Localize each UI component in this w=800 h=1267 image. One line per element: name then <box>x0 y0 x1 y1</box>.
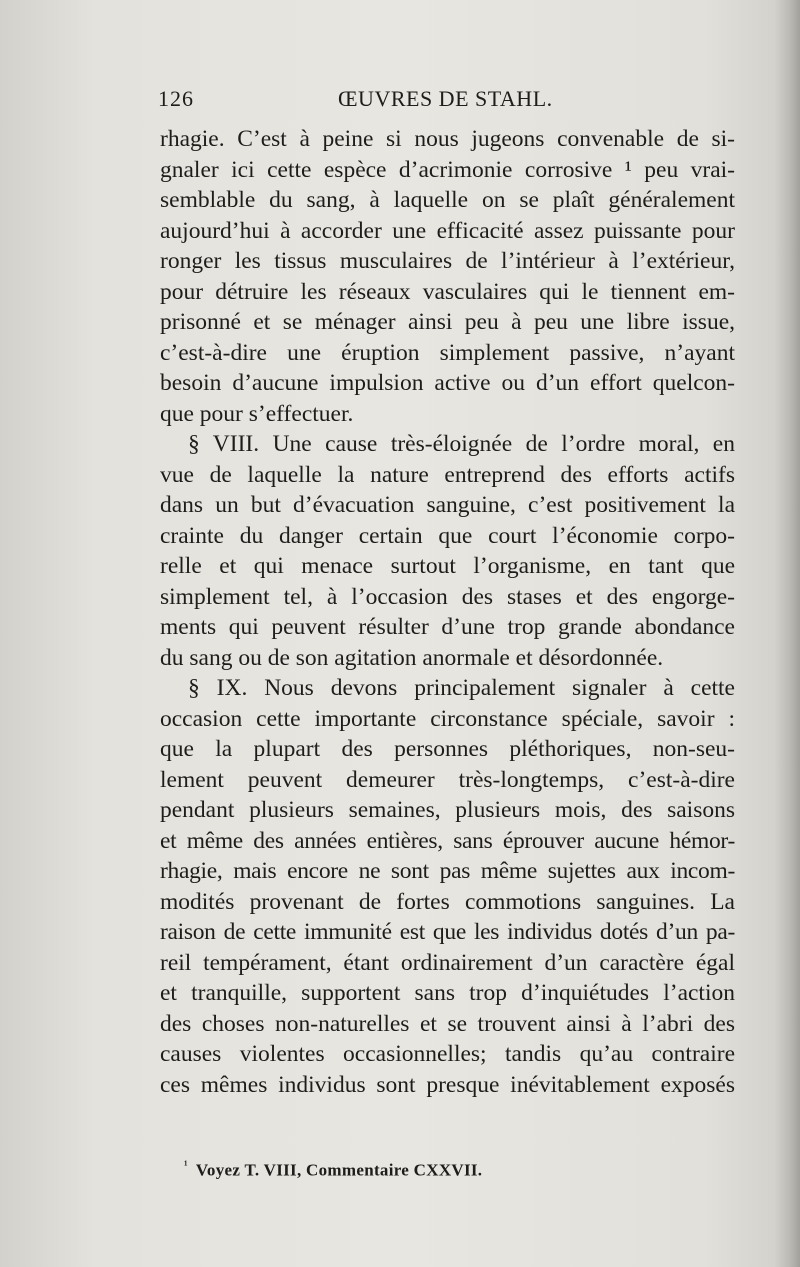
text-line: causes violentes occasionnelles; tandis qu’au contraire <box>160 1041 735 1067</box>
text-line: crainte du danger certain que court l’économie corpo- <box>160 522 735 549</box>
text-line: ronger les tissus musculaires de l’intérieur à l’extérieur, <box>160 248 735 274</box>
page-number: 126 <box>158 86 194 111</box>
text-line: modités provenant de fortes commotions sanguines. La <box>160 888 735 915</box>
text-line: prisonné et se ménager ainsi peu à peu une libre issue, <box>160 309 735 335</box>
text-line: ments qui peuvent résulter d’une trop grande abondance <box>160 614 735 640</box>
text-line: lement peuvent demeurer très-longtemps, c’est-à-dire <box>160 766 735 793</box>
text-line: que la plupart des personnes pléthoriques, non-seu- <box>160 736 735 762</box>
paragraph-start-line: § IX. Nous devons principalement signaler à cette <box>188 675 735 701</box>
text-line: c’est-à-dire une éruption simplement passive, n’ayant <box>160 339 735 366</box>
text-line: du sang ou de son agitation anormale et désordonnée. <box>160 644 664 671</box>
text-line: rhagie. C’est à peine si nous jugeons convenable de si- <box>160 126 735 152</box>
text-line: et même des années entières, sans éprouver aucune hémor- <box>160 827 735 854</box>
text-line: besoin d’aucune impulsion active ou d’un effort quelcon- <box>160 370 735 396</box>
footnote-text: Voyez T. VIII, Commentaire CXXVII. <box>195 1160 483 1180</box>
text-line: reil tempérament, étant ordinairement d’un caractère égal <box>160 949 735 976</box>
text-line: vue de laquelle la nature entreprend des efforts actifs <box>160 461 735 488</box>
footnote-marker: ¹ <box>184 1158 188 1172</box>
text-line: raison de cette immunité est que les individus dotés d’un pa- <box>160 919 735 945</box>
body-text <box>160 124 735 1100</box>
footnote <box>184 1158 482 1181</box>
text-line: semblable du sang, à laquelle on se plaît généralement <box>160 187 735 213</box>
text-line: rhagie, mais encore ne sont pas même sujettes aux incom- <box>160 858 735 884</box>
spine-shadow <box>774 0 800 1267</box>
running-head: ŒUVRES DE STAHL. <box>338 86 553 111</box>
text-line: aujourd’hui à accorder une efficacité assez puissante pour <box>160 217 735 244</box>
text-line: pour détruire les réseaux vasculaires qui le tiennent em- <box>160 278 735 305</box>
text-line: relle et qui menace surtout l’organisme, en tant que <box>160 553 735 579</box>
text-line: des choses non-naturelles et se trouvent ainsi à l’abri des <box>160 1010 735 1037</box>
text-line: occasion cette importante circonstance spéciale, savoir : <box>160 705 735 732</box>
text-line: dans un but d’évacuation sanguine, c’est positivement la <box>160 492 735 518</box>
text-line: et tranquille, supportent sans trop d’inquiétudes l’action <box>160 980 735 1006</box>
text-line: pendant plusieurs semaines, plusieurs mois, des saisons <box>160 797 735 823</box>
text-line: simplement tel, à l’occasion des stases et des engorge- <box>160 583 735 610</box>
text-line: ces mêmes individus sont presque inévitablement exposés <box>160 1071 735 1098</box>
text-line: que pour s’effectuer. <box>160 400 354 427</box>
paragraph-start-line: § VIII. Une cause très-éloignée de l’ordre moral, en <box>188 431 735 457</box>
page-header <box>158 86 738 116</box>
text-line: gnaler ici cette espèce d’acrimonie corrosive ¹ peu vrai- <box>160 156 735 183</box>
